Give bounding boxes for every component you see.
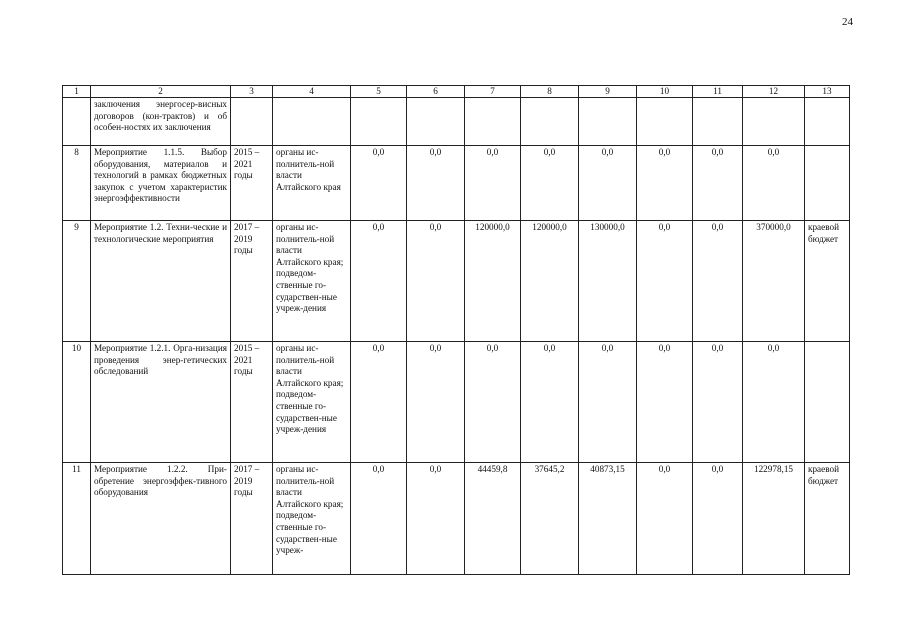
table-cell: Мероприятие 1.2.2. При-обретение энергоэффек-тивного оборудования [91,463,231,575]
table-cell: 0,0 [407,221,465,342]
page-number: 24 [842,16,853,28]
table-row [63,463,850,575]
table-cell [63,98,91,146]
table-row [63,342,850,463]
column-header: 9 [579,86,637,98]
table-cell: 2015 – 2021 годы [231,342,273,463]
table-cell: 11 [63,463,91,575]
table-cell: 37645,2 [521,463,579,575]
table-cell: Мероприятие 1.1.5. Выбор оборудования, материалов и технологий в рамках бюджетных закупок с учетом характеристик энергоэффективности [91,146,231,221]
table-cell [743,98,805,146]
column-header: 4 [273,86,351,98]
table-cell: 0,0 [637,146,693,221]
table-row [63,221,850,342]
table-cell [805,146,850,221]
table-cell: органы ис-полнитель-ной власти Алтайского края; подведом-ственные го-сударствен-ные учреж-дения [273,221,351,342]
table-cell: 0,0 [351,221,407,342]
table-cell: заключения энергосер-висных договоров (кон-трактов) и об особен-ностях их заключения [91,98,231,146]
table-cell: 120000,0 [521,221,579,342]
table-cell: 40873,15 [579,463,637,575]
table-cell: 2017 – 2019 годы [231,463,273,575]
table-cell: 0,0 [351,342,407,463]
column-header: 13 [805,86,850,98]
table-cell: органы ис-полнитель-ной власти Алтайского края [273,146,351,221]
table-cell: 9 [63,221,91,342]
table-cell: органы ис-полнитель-ной власти Алтайского края; подведом-ственные го-сударствен-ные учреж- [273,463,351,575]
table-cell: 0,0 [637,221,693,342]
table-cell: 122978,15 [743,463,805,575]
table-cell [693,98,743,146]
table-cell: 0,0 [407,146,465,221]
column-header: 8 [521,86,579,98]
table-cell: краевой бюджет [805,221,850,342]
column-header: 7 [465,86,521,98]
table-cell: 0,0 [465,342,521,463]
table-cell: 370000,0 [743,221,805,342]
table-cell: 0,0 [351,146,407,221]
table-cell: 2015 – 2021 годы [231,146,273,221]
table-cell: органы ис-полнитель-ной власти Алтайского края; подведом-ственные го-сударствен-ные учреж-дения [273,342,351,463]
table-cell: 0,0 [637,342,693,463]
table-cell [521,98,579,146]
column-header: 10 [637,86,693,98]
table-cell: 0,0 [693,146,743,221]
table-cell: 0,0 [351,463,407,575]
table-cell: 0,0 [693,342,743,463]
table-row [63,146,850,221]
table-cell: 0,0 [521,342,579,463]
column-header: 3 [231,86,273,98]
table-cell: 0,0 [637,463,693,575]
table-cell: 10 [63,342,91,463]
table-cell: Мероприятие 1.2.1. Орга-низация проведения энер-гетических обследований [91,342,231,463]
column-header: 11 [693,86,743,98]
table-cell [465,98,521,146]
table-header-row [63,86,850,98]
table-cell: 8 [63,146,91,221]
table-cell: 120000,0 [465,221,521,342]
table-cell: 0,0 [743,146,805,221]
table-cell [273,98,351,146]
table-cell: 0,0 [407,342,465,463]
table-cell: 0,0 [521,146,579,221]
column-header: 6 [407,86,465,98]
table-cell: 0,0 [407,463,465,575]
table-cell: 0,0 [579,342,637,463]
table-cell: Мероприятие 1.2. Техни-ческие и технологические мероприятия [91,221,231,342]
table-cell: 0,0 [693,221,743,342]
column-header: 2 [91,86,231,98]
table-cell: 0,0 [743,342,805,463]
table-cell: 2017 – 2019 годы [231,221,273,342]
table-cell [579,98,637,146]
table-cell [805,98,850,146]
table-cell: 130000,0 [579,221,637,342]
table-cell: 0,0 [579,146,637,221]
table-cell [351,98,407,146]
column-header: 5 [351,86,407,98]
table-cell [637,98,693,146]
table-cell: 0,0 [693,463,743,575]
table-cell: краевой бюджет [805,463,850,575]
table-cell [231,98,273,146]
column-header: 1 [63,86,91,98]
table-row [63,98,850,146]
column-header: 12 [743,86,805,98]
table-cell [407,98,465,146]
table-cell [805,342,850,463]
table-cell: 0,0 [465,146,521,221]
table-cell: 44459,8 [465,463,521,575]
measures-table [62,85,850,575]
